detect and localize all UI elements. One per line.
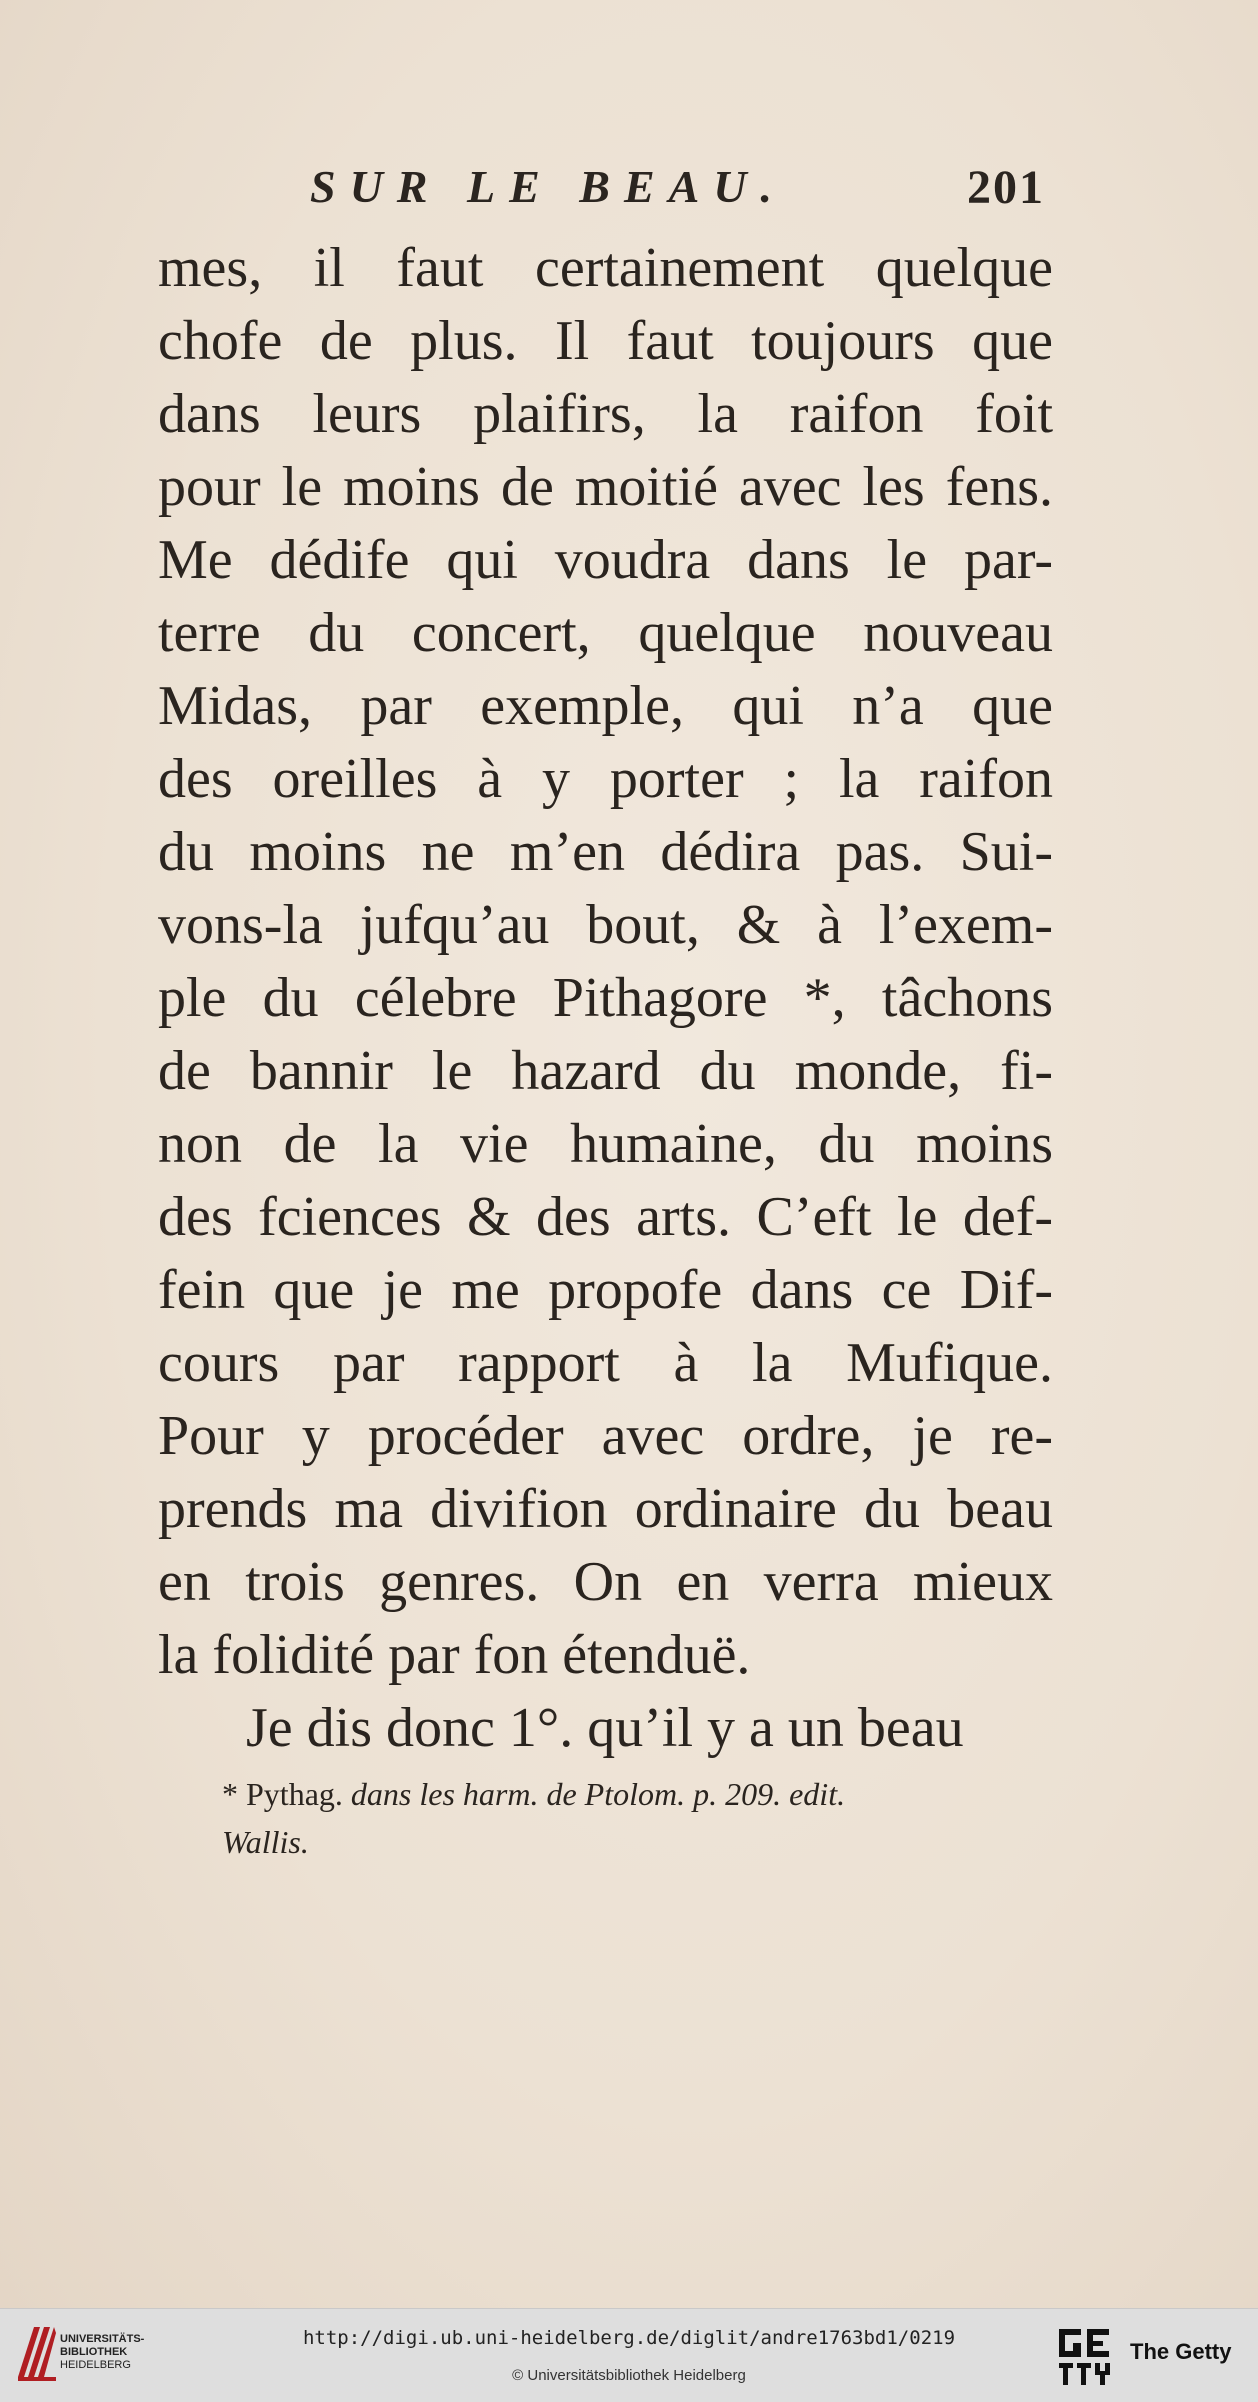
footnote-continuation: Wallis. <box>222 1824 309 1860</box>
text-line: dans leurs plaifirs, la raifon foit <box>158 383 1053 445</box>
text-line: du moins ne m’en dédira pas. Sui- <box>158 821 1053 883</box>
text-line: cours par rapport à la Mufique. <box>158 1332 1053 1394</box>
body-text <box>158 232 1053 1765</box>
text-line: prends ma divifion ordinaire du beau <box>158 1478 1053 1540</box>
text-line: Pour y procéder avec ordre, je re- <box>158 1405 1053 1467</box>
text-line: en trois genres. On en verra mieux <box>158 1551 1053 1613</box>
text-line: des oreilles à y porter ; la raifon <box>158 748 1053 810</box>
text-line: chofe de plus. Il faut toujours que <box>158 310 1053 372</box>
text-line: fein que je me propofe dans ce Dif- <box>158 1259 1053 1321</box>
text-line: de bannir le hazard du monde, fi- <box>158 1040 1053 1102</box>
permalink-url[interactable]: http://digi.ub.uni-heidelberg.de/diglit/andre1763bd1/0219 <box>302 2327 956 2349</box>
text-line: mes, il faut certainement quelque <box>158 237 1053 299</box>
text-line: des fciences & des arts. C’eft le def- <box>158 1186 1053 1248</box>
copyright-notice: © Universitätsbibliothek Heidelberg <box>512 2367 746 2384</box>
footnote-text: dans les harm. de Ptolom. p. 209. edit. <box>350 1776 846 1812</box>
footnote-marker: * Pythag. <box>222 1776 343 1812</box>
institution-name: UNIVERSITÄTS- BIBLIOTHEK HEIDELBERG <box>60 2333 145 2371</box>
footnote-line <box>222 1818 1054 1866</box>
text-line: Me dédife qui voudra dans le par- <box>158 529 1053 591</box>
text-line: la folidité par fon étenduë. <box>158 1624 751 1686</box>
partner-name: The Getty <box>1130 2339 1232 2364</box>
getty-logo-icon <box>1057 2327 1111 2387</box>
text-line: Midas, par exemple, qui n’a que <box>158 675 1053 737</box>
page-number: 201 <box>967 161 1045 214</box>
text-line: Je dis donc 1°. qu’il y a un beau <box>246 1697 964 1759</box>
footnote-line <box>222 1770 1054 1818</box>
text-line: ple du célebre Pithagore *, tâchons <box>158 967 1053 1029</box>
running-head-title: SUR LE BEAU. <box>310 161 787 212</box>
text-line: non de la vie humaine, du moins <box>158 1113 1053 1175</box>
text-line: vons-la jufqu’au bout, & à l’exem- <box>158 894 1053 956</box>
viewer-footer <box>0 2308 1258 2402</box>
text-line: pour le moins de moitié avec les fens. <box>158 456 1053 518</box>
text-line: terre du concert, quelque nouveau <box>158 602 1053 664</box>
footnote <box>222 1770 1054 1866</box>
